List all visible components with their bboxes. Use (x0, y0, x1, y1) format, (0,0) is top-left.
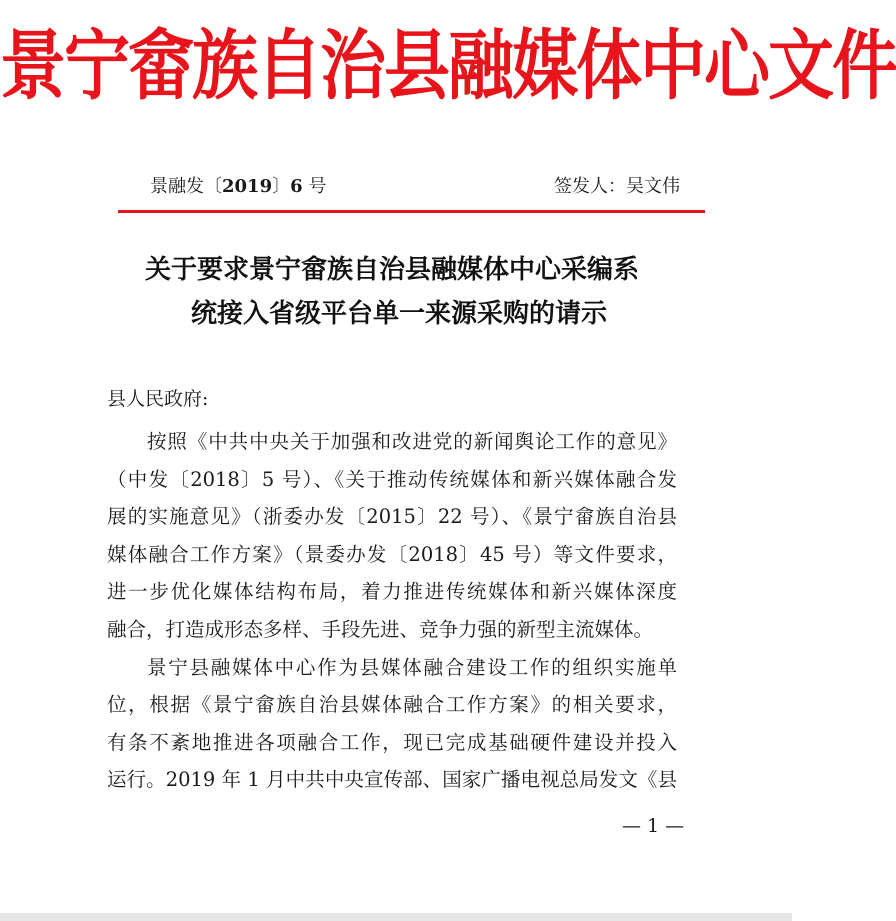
body-line: 景宁县融媒体中心作为县媒体融合建设工作的组织实施单 (147, 655, 677, 679)
body-line: 运行。2019 年 1 月中共中央宣传部、国家广播电视总局发文《县 (107, 768, 677, 792)
body-line: 融合，打造成形态多样、手段先进、竞争力强的新型主流媒体。 (107, 617, 654, 641)
body-line: 按照《中共中央关于加强和改进党的新闻舆论工作的意见》 (147, 430, 677, 453)
title-line-2: 统接入省级平台单一来源采购的请示 (190, 299, 607, 329)
body-line: 位，根据《景宁畲族自治县媒体融合工作方案》的相关要求， (107, 693, 677, 717)
page-bottom-edge (0, 913, 792, 921)
doc-number-value: 6 (290, 176, 303, 197)
document-masthead: 景宁畲族自治县融媒体中心文件 (0, 20, 896, 111)
document-title (0, 248, 792, 336)
document-body (107, 423, 677, 799)
body-line: 媒体融合工作方案》（景委办发〔2018〕45 号）等文件要求， (107, 542, 677, 566)
title-line-1: 关于要求景宁畲族自治县融媒体中心采编系 (144, 255, 639, 285)
body-line: （中发〔2018〕5 号）、《关于推动传统媒体和新兴媒体融合发 (107, 467, 677, 491)
doc-number-suffix: 号 (302, 176, 327, 197)
body-line: 进一步优化媒体结构布局，着力推进传统媒体和新兴媒体深度 (107, 580, 677, 604)
document-number (150, 174, 326, 200)
body-line: 有条不紊地推进各项融合工作，现已完成基础硬件建设并投入 (107, 730, 677, 754)
addressee: 县人民政府: (107, 388, 209, 410)
red-divider-line (118, 210, 705, 213)
page-number: — 1 — (622, 815, 685, 837)
doc-number-bracket: 〕 (272, 176, 291, 197)
doc-number-year: 2019 (222, 176, 273, 197)
doc-number-prefix: 景融发〔 (150, 176, 222, 197)
signer-label: 签发人：吴文伟 (554, 176, 680, 197)
body-line: 展的实施意见》（浙委办发〔2015〕22 号）、《景宁畲族自治县 (107, 505, 677, 529)
